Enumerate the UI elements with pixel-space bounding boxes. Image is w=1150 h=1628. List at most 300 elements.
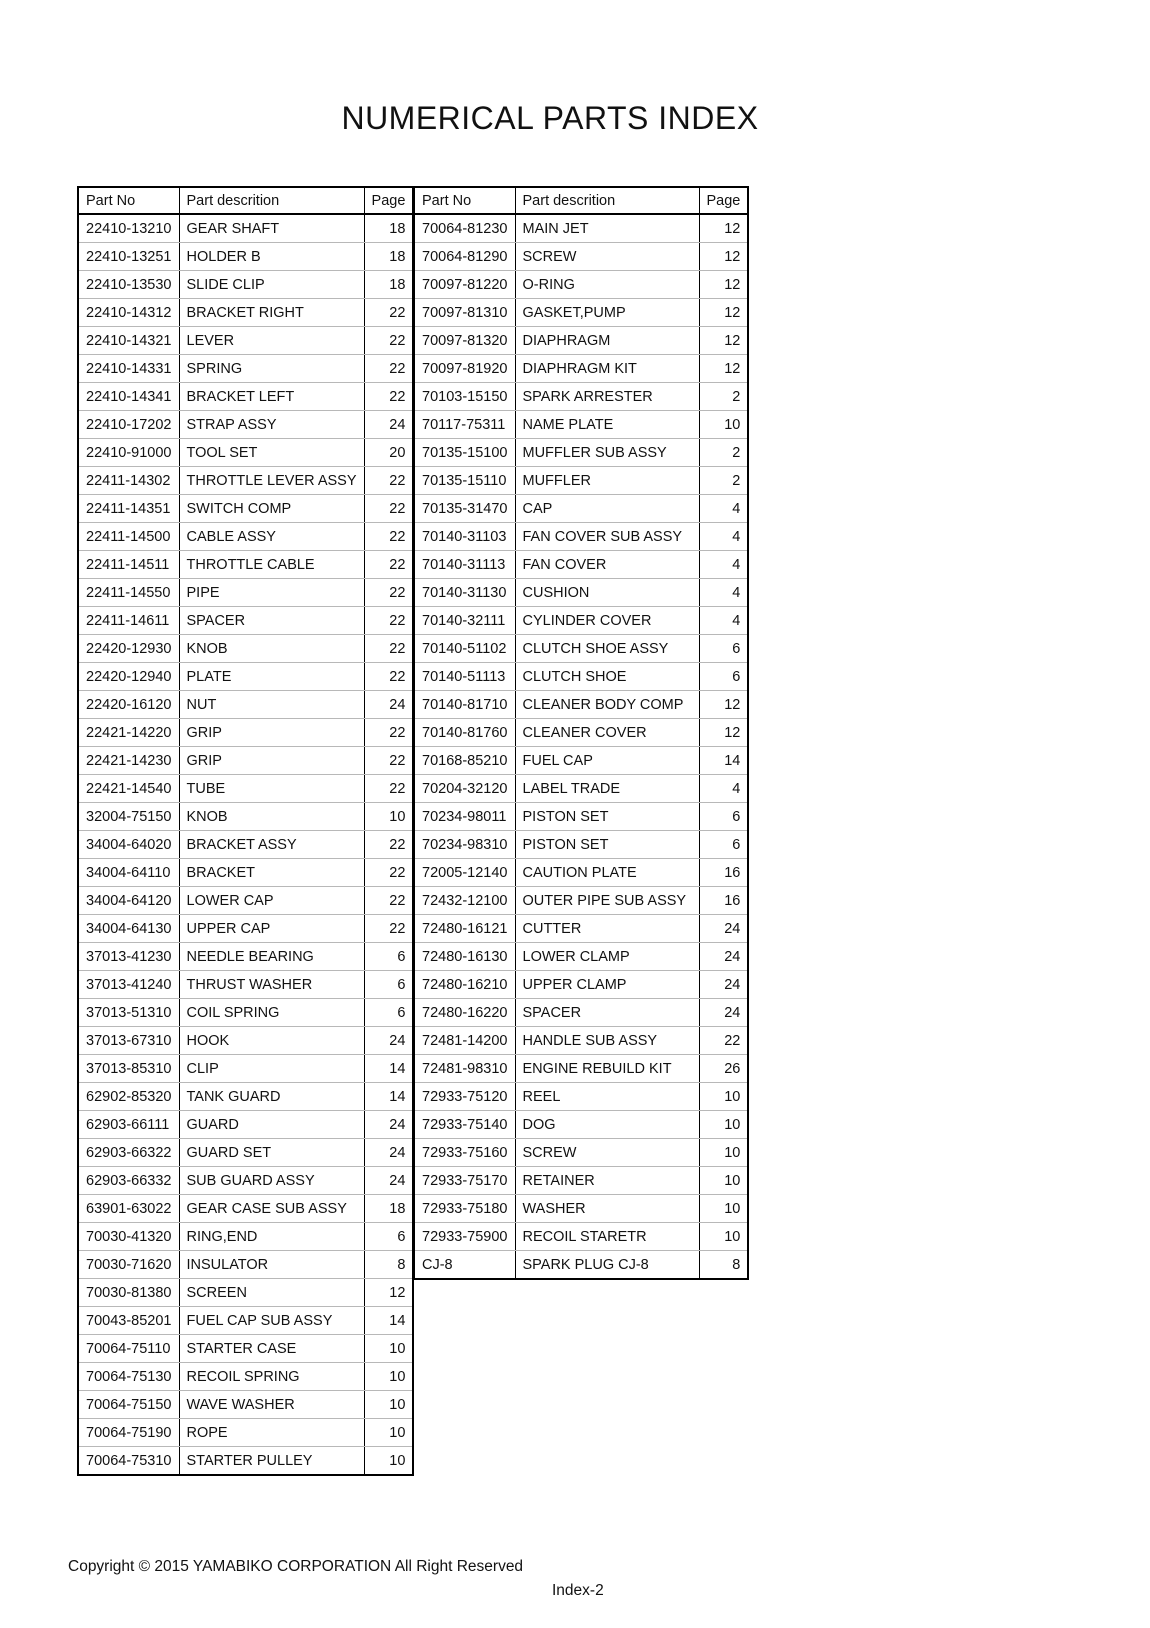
part-number-cell: 22410-91000 — [78, 439, 179, 467]
table-row — [78, 943, 413, 971]
table-row — [414, 214, 748, 243]
part-description-cell: RECOIL STARETR — [515, 1223, 699, 1251]
part-number-cell: 70103-15150 — [414, 383, 515, 411]
part-number-cell: 70140-31103 — [414, 523, 515, 551]
part-number-cell: 22410-13530 — [78, 271, 179, 299]
table-row — [414, 271, 748, 299]
part-description-cell: CABLE ASSY — [179, 523, 364, 551]
page-cell: 22 — [364, 383, 413, 411]
part-number-cell: 70117-75311 — [414, 411, 515, 439]
part-description-cell: CYLINDER COVER — [515, 607, 699, 635]
part-description-cell: FAN COVER — [515, 551, 699, 579]
page-cell: 24 — [364, 691, 413, 719]
part-description-cell: WASHER — [515, 1195, 699, 1223]
page-cell: 24 — [364, 411, 413, 439]
page-cell: 22 — [364, 607, 413, 635]
table-row — [78, 915, 413, 943]
table-row — [414, 887, 748, 915]
part-description-cell: SLIDE CLIP — [179, 271, 364, 299]
page-cell: 22 — [364, 495, 413, 523]
page-cell: 10 — [699, 411, 748, 439]
table-row — [78, 551, 413, 579]
page-cell: 4 — [699, 607, 748, 635]
page-cell: 10 — [364, 1447, 413, 1476]
part-number-cell: 37013-85310 — [78, 1055, 179, 1083]
part-description-cell: STARTER CASE — [179, 1335, 364, 1363]
part-number-cell: 70064-75190 — [78, 1419, 179, 1447]
part-number-cell: CJ-8 — [414, 1251, 515, 1280]
part-description-cell: GRIP — [179, 719, 364, 747]
table-row — [78, 747, 413, 775]
part-description-cell: PISTON SET — [515, 803, 699, 831]
part-description-cell: BRACKET — [179, 859, 364, 887]
page-cell: 6 — [364, 971, 413, 999]
part-description-cell: FAN COVER SUB ASSY — [515, 523, 699, 551]
table-row — [78, 887, 413, 915]
part-description-cell: PIPE — [179, 579, 364, 607]
part-number-cell: 34004-64110 — [78, 859, 179, 887]
page-cell: 14 — [364, 1055, 413, 1083]
page-cell: 22 — [364, 719, 413, 747]
page-cell: 6 — [699, 831, 748, 859]
part-number-cell: 22411-14351 — [78, 495, 179, 523]
table-row — [414, 1167, 748, 1195]
page-cell: 24 — [699, 915, 748, 943]
table-row — [414, 747, 748, 775]
part-description-cell: SPACER — [179, 607, 364, 635]
page-cell: 14 — [699, 747, 748, 775]
page-cell: 10 — [364, 1335, 413, 1363]
page-cell: 2 — [699, 383, 748, 411]
part-number-cell: 62903-66322 — [78, 1139, 179, 1167]
table-row — [78, 467, 413, 495]
part-description-cell: MUFFLER — [515, 467, 699, 495]
part-number-cell: 22420-12940 — [78, 663, 179, 691]
table-row — [78, 271, 413, 299]
part-description-cell: STARTER PULLEY — [179, 1447, 364, 1476]
part-number-cell: 72432-12100 — [414, 887, 515, 915]
part-number-cell: 34004-64130 — [78, 915, 179, 943]
table-row — [78, 803, 413, 831]
part-description-cell: PISTON SET — [515, 831, 699, 859]
table-row — [414, 915, 748, 943]
table-row — [78, 1083, 413, 1111]
page-cell: 12 — [699, 719, 748, 747]
part-description-cell: INSULATOR — [179, 1251, 364, 1279]
header-page: Page — [364, 187, 413, 214]
part-number-cell: 70135-15100 — [414, 439, 515, 467]
part-number-cell: 22410-13210 — [78, 214, 179, 243]
table-row — [414, 411, 748, 439]
part-description-cell: SPARK PLUG CJ-8 — [515, 1251, 699, 1280]
page-cell: 22 — [364, 579, 413, 607]
table-row — [78, 1167, 413, 1195]
part-description-cell: GEAR SHAFT — [179, 214, 364, 243]
part-description-cell: CLEANER COVER — [515, 719, 699, 747]
page-cell: 4 — [699, 579, 748, 607]
page-cell: 8 — [699, 1251, 748, 1280]
part-description-cell: GASKET,PUMP — [515, 299, 699, 327]
table-row — [78, 495, 413, 523]
page-cell: 6 — [699, 803, 748, 831]
table-row — [78, 635, 413, 663]
page-cell: 22 — [364, 299, 413, 327]
part-description-cell: WAVE WASHER — [179, 1391, 364, 1419]
page-cell: 22 — [364, 355, 413, 383]
table-row — [414, 1195, 748, 1223]
table-row — [414, 635, 748, 663]
table-row — [414, 663, 748, 691]
page-cell: 22 — [364, 327, 413, 355]
part-number-cell: 70140-51102 — [414, 635, 515, 663]
part-number-cell: 22411-14511 — [78, 551, 179, 579]
part-description-cell: ENGINE REBUILD KIT — [515, 1055, 699, 1083]
part-description-cell: RECOIL SPRING — [179, 1363, 364, 1391]
table-row — [414, 1139, 748, 1167]
part-number-cell: 72480-16210 — [414, 971, 515, 999]
part-description-cell: CUSHION — [515, 579, 699, 607]
part-number-cell: 37013-41240 — [78, 971, 179, 999]
part-number-cell: 70064-81230 — [414, 214, 515, 243]
table-row — [78, 579, 413, 607]
part-number-cell: 22410-13251 — [78, 243, 179, 271]
part-description-cell: O-RING — [515, 271, 699, 299]
page-cell: 22 — [364, 859, 413, 887]
part-number-cell: 70064-81290 — [414, 243, 515, 271]
table-row — [78, 1363, 413, 1391]
part-description-cell: SPACER — [515, 999, 699, 1027]
part-number-cell: 32004-75150 — [78, 803, 179, 831]
part-description-cell: THROTTLE CABLE — [179, 551, 364, 579]
part-number-cell: 62902-85320 — [78, 1083, 179, 1111]
part-number-cell: 70064-75150 — [78, 1391, 179, 1419]
table-row — [414, 355, 748, 383]
table-row — [78, 1335, 413, 1363]
part-number-cell: 70135-31470 — [414, 495, 515, 523]
part-number-cell: 70043-85201 — [78, 1307, 179, 1335]
table-row — [414, 467, 748, 495]
page-cell: 10 — [699, 1139, 748, 1167]
table-row — [414, 1027, 748, 1055]
part-description-cell: NEEDLE BEARING — [179, 943, 364, 971]
part-description-cell: THRUST WASHER — [179, 971, 364, 999]
page-cell: 22 — [699, 1027, 748, 1055]
part-description-cell: SCREEN — [179, 1279, 364, 1307]
table-row — [414, 243, 748, 271]
part-description-cell: NUT — [179, 691, 364, 719]
part-number-cell: 70097-81320 — [414, 327, 515, 355]
page-cell: 22 — [364, 635, 413, 663]
page-cell: 2 — [699, 467, 748, 495]
page-cell: 4 — [699, 495, 748, 523]
table-row — [414, 523, 748, 551]
part-number-cell: 70204-32120 — [414, 775, 515, 803]
part-number-cell: 63901-63022 — [78, 1195, 179, 1223]
part-number-cell: 22421-14230 — [78, 747, 179, 775]
part-description-cell: KNOB — [179, 635, 364, 663]
part-description-cell: MAIN JET — [515, 214, 699, 243]
page-cell: 4 — [699, 523, 748, 551]
part-number-cell: 70234-98310 — [414, 831, 515, 859]
part-number-cell: 72933-75170 — [414, 1167, 515, 1195]
part-description-cell: REEL — [515, 1083, 699, 1111]
part-description-cell: UPPER CLAMP — [515, 971, 699, 999]
part-description-cell: SWITCH COMP — [179, 495, 364, 523]
page-cell: 12 — [364, 1279, 413, 1307]
part-description-cell: HOOK — [179, 1027, 364, 1055]
page-cell: 20 — [364, 439, 413, 467]
part-number-cell: 22411-14550 — [78, 579, 179, 607]
table-row — [414, 999, 748, 1027]
part-description-cell: OUTER PIPE SUB ASSY — [515, 887, 699, 915]
part-description-cell: CAP — [515, 495, 699, 523]
table-row — [78, 719, 413, 747]
part-description-cell: UPPER CAP — [179, 915, 364, 943]
table-row — [414, 971, 748, 999]
part-description-cell: TOOL SET — [179, 439, 364, 467]
part-number-cell: 37013-67310 — [78, 1027, 179, 1055]
part-number-cell: 34004-64020 — [78, 831, 179, 859]
part-description-cell: CLIP — [179, 1055, 364, 1083]
part-description-cell: GRIP — [179, 747, 364, 775]
table-row — [78, 1139, 413, 1167]
part-number-cell: 22410-14321 — [78, 327, 179, 355]
table-row — [78, 607, 413, 635]
part-description-cell: LOWER CAP — [179, 887, 364, 915]
page-cell: 10 — [699, 1167, 748, 1195]
table-row — [414, 719, 748, 747]
part-description-cell: MUFFLER SUB ASSY — [515, 439, 699, 467]
table-row — [414, 859, 748, 887]
part-number-cell: 70030-41320 — [78, 1223, 179, 1251]
page-cell: 24 — [364, 1111, 413, 1139]
page-cell: 10 — [364, 1419, 413, 1447]
part-description-cell: SCREW — [515, 243, 699, 271]
part-number-cell: 70234-98011 — [414, 803, 515, 831]
part-description-cell: THROTTLE LEVER ASSY — [179, 467, 364, 495]
page-cell: 16 — [699, 859, 748, 887]
part-number-cell: 34004-64120 — [78, 887, 179, 915]
page-cell: 10 — [364, 803, 413, 831]
part-description-cell: FUEL CAP SUB ASSY — [179, 1307, 364, 1335]
part-description-cell: CLUTCH SHOE — [515, 663, 699, 691]
part-description-cell: BRACKET RIGHT — [179, 299, 364, 327]
table-row — [78, 859, 413, 887]
page-cell: 24 — [699, 971, 748, 999]
part-description-cell: GEAR CASE SUB ASSY — [179, 1195, 364, 1223]
part-number-cell: 72933-75180 — [414, 1195, 515, 1223]
page-cell: 10 — [699, 1111, 748, 1139]
part-number-cell: 72933-75120 — [414, 1083, 515, 1111]
page-cell: 22 — [364, 663, 413, 691]
part-number-cell: 62903-66111 — [78, 1111, 179, 1139]
part-number-cell: 72480-16220 — [414, 999, 515, 1027]
table-row — [78, 1391, 413, 1419]
table-row — [78, 1251, 413, 1279]
part-description-cell: HOLDER B — [179, 243, 364, 271]
part-description-cell: TANK GUARD — [179, 1083, 364, 1111]
header-page: Page — [699, 187, 748, 214]
part-description-cell: GUARD SET — [179, 1139, 364, 1167]
part-description-cell: SPARK ARRESTER — [515, 383, 699, 411]
page-cell: 12 — [699, 691, 748, 719]
part-description-cell: LABEL TRADE — [515, 775, 699, 803]
table-row — [78, 299, 413, 327]
header-part-no: Part No — [78, 187, 179, 214]
table-row — [78, 831, 413, 859]
part-number-cell: 70097-81310 — [414, 299, 515, 327]
table-row — [78, 439, 413, 467]
page-cell: 16 — [699, 887, 748, 915]
page-cell: 22 — [364, 747, 413, 775]
page-cell: 18 — [364, 271, 413, 299]
page-cell: 4 — [699, 551, 748, 579]
part-number-cell: 37013-51310 — [78, 999, 179, 1027]
header-part-description: Part descrition — [515, 187, 699, 214]
part-number-cell: 22421-14220 — [78, 719, 179, 747]
table-row — [414, 551, 748, 579]
part-number-cell: 62903-66332 — [78, 1167, 179, 1195]
table-row — [414, 1083, 748, 1111]
table-row — [78, 691, 413, 719]
part-number-cell: 72933-75160 — [414, 1139, 515, 1167]
part-number-cell: 70140-32111 — [414, 607, 515, 635]
page-cell: 24 — [699, 999, 748, 1027]
page-cell: 6 — [699, 635, 748, 663]
table-row — [414, 383, 748, 411]
part-number-cell: 72481-14200 — [414, 1027, 515, 1055]
part-number-cell: 72480-16121 — [414, 915, 515, 943]
part-description-cell: SUB GUARD ASSY — [179, 1167, 364, 1195]
page-cell: 24 — [699, 943, 748, 971]
part-number-cell: 70140-81710 — [414, 691, 515, 719]
part-number-cell: 22410-14331 — [78, 355, 179, 383]
part-number-cell: 70030-81380 — [78, 1279, 179, 1307]
page-cell: 22 — [364, 551, 413, 579]
page-cell: 22 — [364, 775, 413, 803]
table-row — [414, 327, 748, 355]
table-row — [78, 775, 413, 803]
part-number-cell: 22420-12930 — [78, 635, 179, 663]
table-row — [78, 1279, 413, 1307]
part-number-cell: 22421-14540 — [78, 775, 179, 803]
page-cell: 12 — [699, 214, 748, 243]
table-row — [414, 691, 748, 719]
page-cell: 12 — [699, 327, 748, 355]
part-description-cell: COIL SPRING — [179, 999, 364, 1027]
table-row — [78, 1195, 413, 1223]
part-number-cell: 70097-81220 — [414, 271, 515, 299]
part-description-cell: CLUTCH SHOE ASSY — [515, 635, 699, 663]
part-number-cell: 70140-31130 — [414, 579, 515, 607]
part-description-cell: DOG — [515, 1111, 699, 1139]
table-row — [78, 383, 413, 411]
page-title: NUMERICAL PARTS INDEX — [341, 100, 759, 136]
part-number-cell: 70030-71620 — [78, 1251, 179, 1279]
page-cell: 18 — [364, 243, 413, 271]
table-row — [78, 1223, 413, 1251]
part-number-cell: 22420-16120 — [78, 691, 179, 719]
part-number-cell: 72481-98310 — [414, 1055, 515, 1083]
page-cell: 6 — [364, 999, 413, 1027]
part-number-cell: 22411-14611 — [78, 607, 179, 635]
table-row — [78, 243, 413, 271]
table-row — [78, 411, 413, 439]
part-description-cell: LOWER CLAMP — [515, 943, 699, 971]
page-cell: 22 — [364, 467, 413, 495]
part-description-cell: DIAPHRAGM KIT — [515, 355, 699, 383]
part-number-cell: 22411-14302 — [78, 467, 179, 495]
page-cell: 10 — [364, 1363, 413, 1391]
page-cell: 14 — [364, 1083, 413, 1111]
table-row — [414, 1251, 748, 1280]
parts-table-right — [413, 186, 749, 1280]
page-cell: 10 — [364, 1391, 413, 1419]
part-description-cell: NAME PLATE — [515, 411, 699, 439]
part-number-cell: 70140-81760 — [414, 719, 515, 747]
table-row — [78, 1307, 413, 1335]
table-row — [414, 803, 748, 831]
part-description-cell: KNOB — [179, 803, 364, 831]
part-description-cell: SCREW — [515, 1139, 699, 1167]
page-cell: 22 — [364, 831, 413, 859]
part-number-cell: 70140-31113 — [414, 551, 515, 579]
table-row — [414, 1111, 748, 1139]
part-number-cell: 72480-16130 — [414, 943, 515, 971]
page-cell: 12 — [699, 243, 748, 271]
page-cell: 4 — [699, 775, 748, 803]
table-row — [414, 831, 748, 859]
table-row — [78, 999, 413, 1027]
part-description-cell: CLEANER BODY COMP — [515, 691, 699, 719]
page-cell: 18 — [364, 1195, 413, 1223]
part-description-cell: CUTTER — [515, 915, 699, 943]
table-row — [78, 355, 413, 383]
part-number-cell: 22411-14500 — [78, 523, 179, 551]
parts-table-left — [77, 186, 414, 1476]
part-description-cell: SPRING — [179, 355, 364, 383]
page-cell: 12 — [699, 299, 748, 327]
page-cell: 24 — [364, 1139, 413, 1167]
part-number-cell: 72933-75900 — [414, 1223, 515, 1251]
table-row — [78, 1419, 413, 1447]
part-number-cell: 37013-41230 — [78, 943, 179, 971]
table-row — [78, 1027, 413, 1055]
table-row — [414, 775, 748, 803]
part-description-cell: FUEL CAP — [515, 747, 699, 775]
part-description-cell: HANDLE SUB ASSY — [515, 1027, 699, 1055]
part-description-cell: RING,END — [179, 1223, 364, 1251]
page-cell: 6 — [699, 663, 748, 691]
part-number-cell: 70135-15110 — [414, 467, 515, 495]
table-row — [414, 1223, 748, 1251]
page-cell: 26 — [699, 1055, 748, 1083]
table-row — [78, 663, 413, 691]
part-description-cell: LEVER — [179, 327, 364, 355]
page-cell: 10 — [699, 1195, 748, 1223]
part-description-cell: BRACKET LEFT — [179, 383, 364, 411]
part-number-cell: 22410-14312 — [78, 299, 179, 327]
part-description-cell: TUBE — [179, 775, 364, 803]
table-row — [414, 299, 748, 327]
page-cell: 24 — [364, 1167, 413, 1195]
part-description-cell: CAUTION PLATE — [515, 859, 699, 887]
part-description-cell: DIAPHRAGM — [515, 327, 699, 355]
page-cell: 22 — [364, 523, 413, 551]
part-number-cell: 22410-14341 — [78, 383, 179, 411]
part-description-cell: ROPE — [179, 1419, 364, 1447]
header-part-no: Part No — [414, 187, 515, 214]
